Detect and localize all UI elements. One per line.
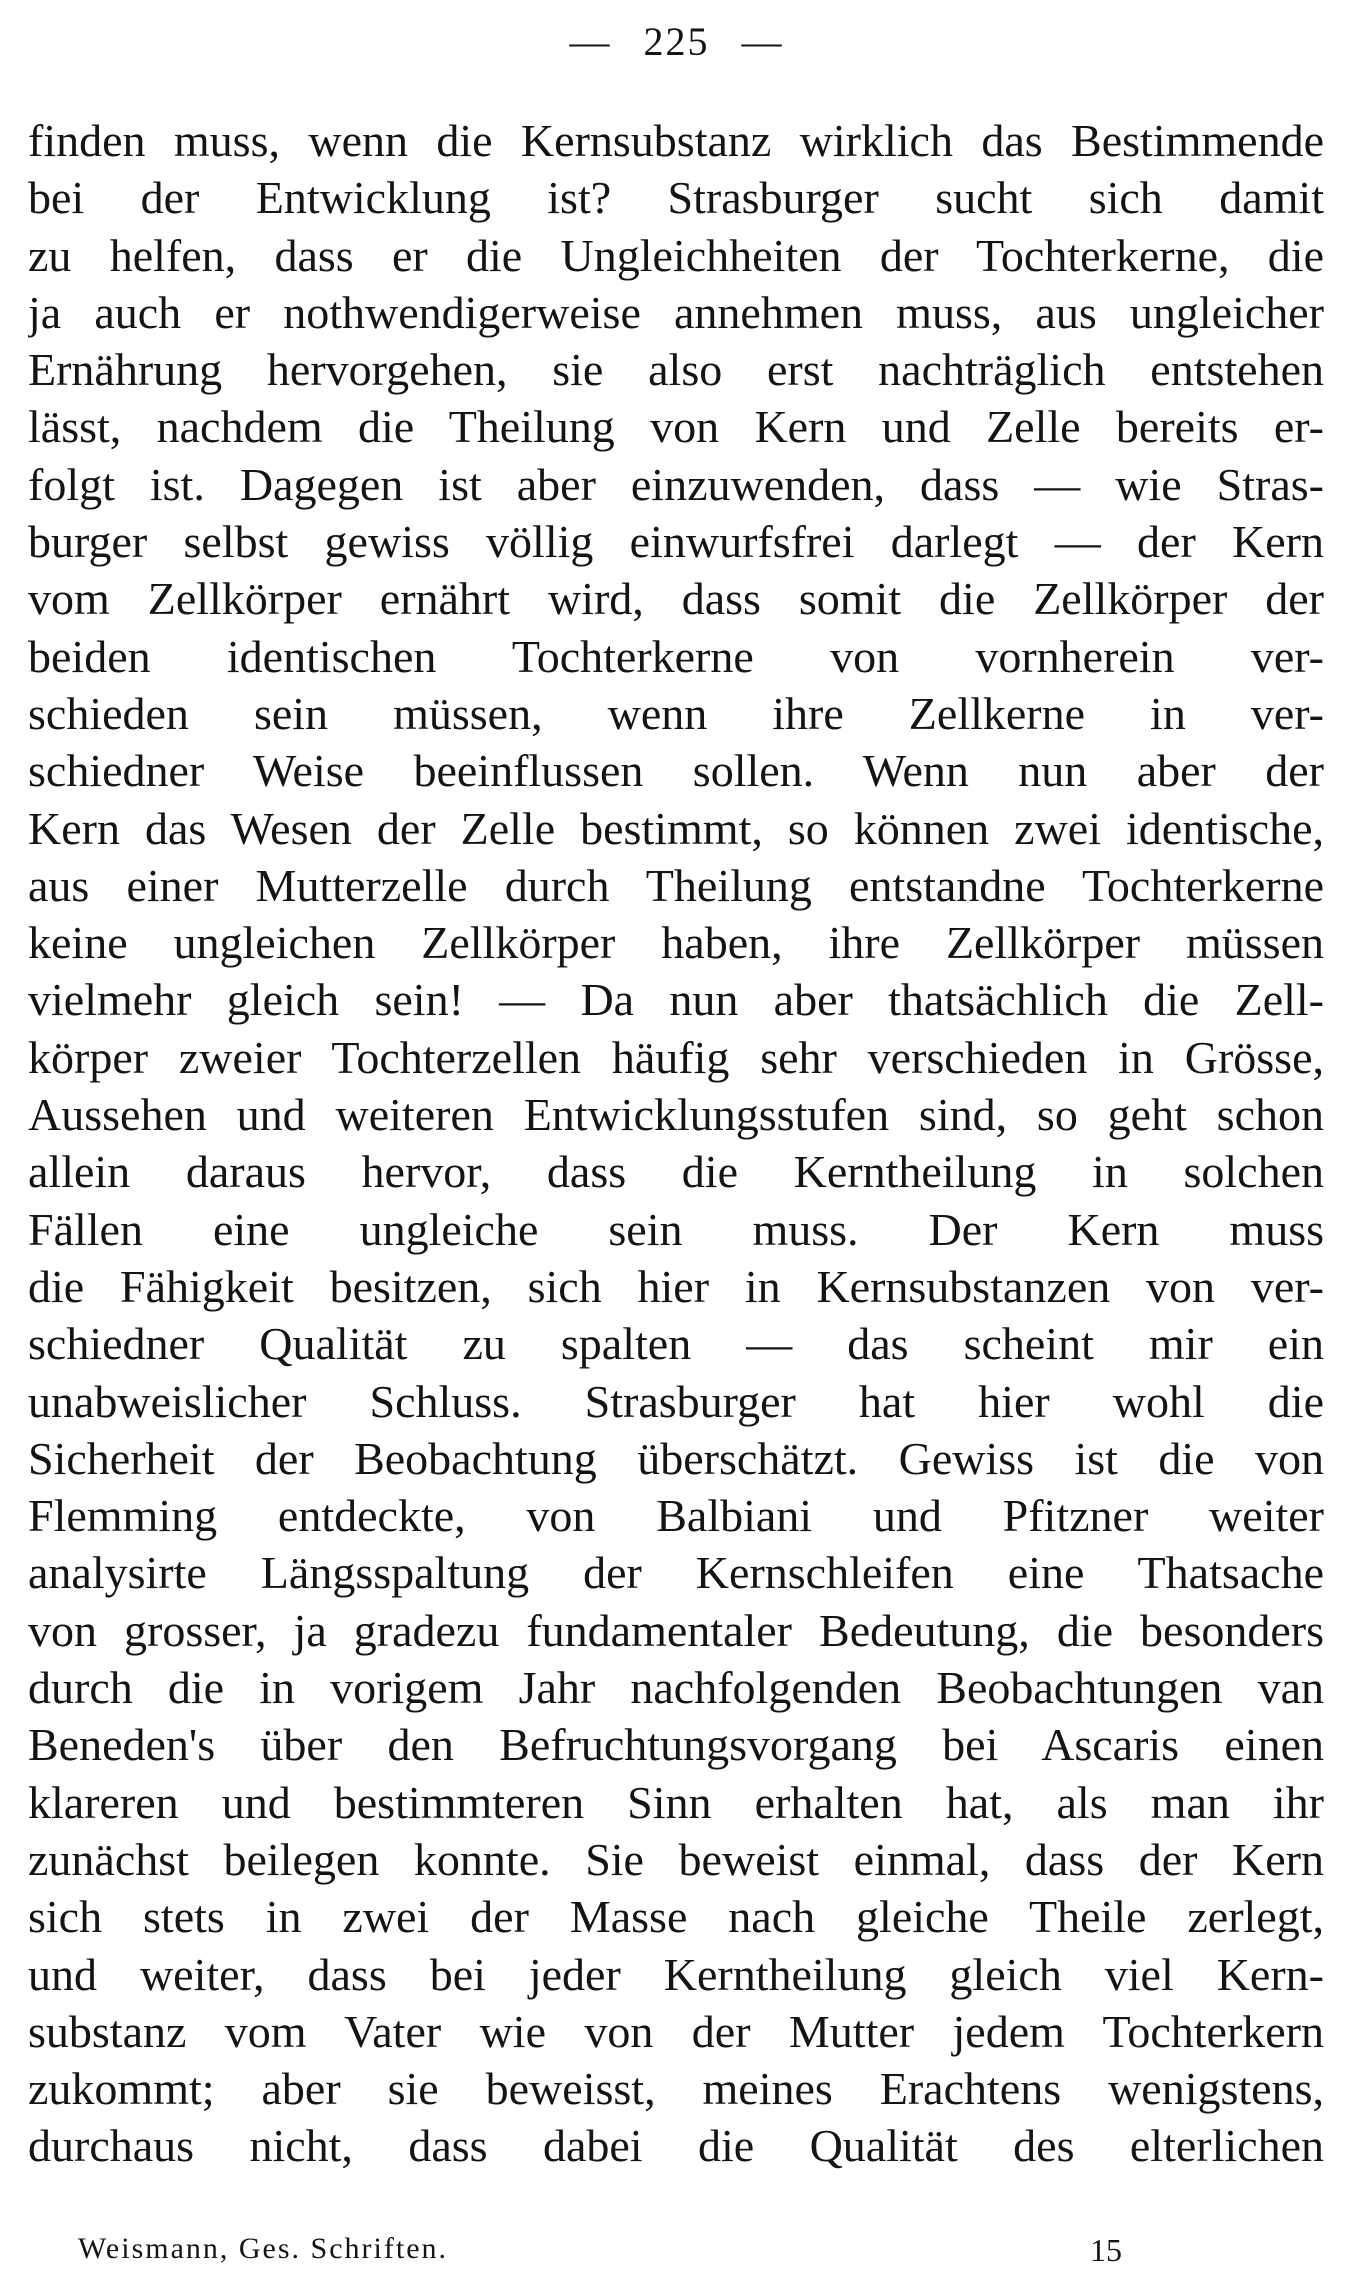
text-line-4: ja auch er nothwendigerweise annehmen muss, aus ungleicher xyxy=(28,286,1324,338)
page-number-header xyxy=(0,18,1353,65)
text-line-27: von grosser, ja gradezu fundamentaler Bedeutung, die besonders xyxy=(28,1604,1324,1656)
text-line-26: analysirte Längsspaltung der Kernschleifen eine Thatsache xyxy=(28,1547,1324,1599)
text-line-36: durchaus nicht, dass dabei die Qualität des elterlichen xyxy=(28,2120,1324,2172)
text-line-10: beiden identischen Tochterkerne von vornherein ver- xyxy=(28,630,1324,682)
text-line-18: Aussehen und weiteren Entwicklungsstufen sind, so geht schon xyxy=(28,1089,1324,1141)
text-line-22: schiedner Qualität zu spalten — das scheint mir ein xyxy=(28,1318,1324,1370)
text-line-35: zukommt; aber sie beweisst, meines Erachtens wenigstens, xyxy=(28,2063,1324,2115)
text-line-31: zunächst beilegen konnte. Sie beweist einmal, dass der Kern xyxy=(28,1833,1324,1885)
text-line-8: burger selbst gewiss völlig einwurfsfrei darlegt — der Kern xyxy=(28,516,1324,568)
text-line-33: und weiter, dass bei jeder Kerntheilung gleich viel Kern- xyxy=(28,1948,1324,2000)
text-line-29: Beneden's über den Befruchtungsvorgang bei Ascaris einen xyxy=(28,1719,1324,1771)
text-line-17: körper zweier Tochterzellen häufig sehr verschieden in Grösse, xyxy=(28,1031,1324,1083)
text-line-14: aus einer Mutterzelle durch Theilung entstandne Tochterkerne xyxy=(28,859,1324,911)
text-line-24: Sicherheit der Beobachtung überschätzt. Gewiss ist die von xyxy=(28,1432,1324,1484)
text-line-30: klareren und bestimmteren Sinn erhalten hat, als man ihr xyxy=(28,1776,1324,1828)
text-line-11: schieden sein müssen, wenn ihre Zellkerne in ver- xyxy=(28,687,1324,739)
text-line-12: schiedner Weise beeinflussen sollen. Wenn nun aber der xyxy=(28,745,1324,797)
text-line-19: allein daraus hervor, dass die Kerntheilung in solchen xyxy=(28,1146,1324,1198)
page-footer xyxy=(0,2232,1353,2272)
text-line-1: finden muss, wenn die Kernsubstanz wirklich das Bestimmende xyxy=(28,115,1324,166)
text-line-20: Fällen eine ungleiche sein muss. Der Kern muss xyxy=(28,1203,1324,1255)
text-line-25: Flemming entdeckte, von Balbiani und Pfitzner weiter xyxy=(28,1490,1324,1542)
text-line-28: durch die in vorigem Jahr nachfolgenden Beobachtungen van xyxy=(28,1662,1324,1714)
text-line-15: keine ungleichen Zellkörper haben, ihre Zellkörper müssen xyxy=(28,917,1324,969)
body-text xyxy=(28,112,1324,2175)
signature-mark: Weismann, Ges. Schriften. xyxy=(78,2232,449,2265)
right-dash: — xyxy=(741,19,784,64)
text-line-13: Kern das Wesen der Zelle bestimmt, so können zwei identische, xyxy=(28,802,1324,854)
text-line-5: Ernährung hervorgehen, sie also erst nachträglich entstehen xyxy=(28,344,1324,396)
text-line-3: zu helfen, dass er die Ungleichheiten der Tochterkerne, die xyxy=(28,229,1324,281)
signature-number: 15 xyxy=(1090,2232,1122,2268)
text-line-6: lässt, nachdem die Theilung von Kern und Zelle bereits er- xyxy=(28,401,1324,453)
text-line-9: vom Zellkörper ernährt wird, dass somit die Zellkörper der xyxy=(28,573,1324,625)
text-line-2: bei der Entwicklung ist? Strasburger sucht sich damit xyxy=(28,172,1324,224)
text-line-16: vielmehr gleich sein! — Da nun aber thatsächlich die Zell- xyxy=(28,974,1324,1026)
page-number: 225 xyxy=(643,19,710,64)
text-line-7: folgt ist. Dagegen ist aber einzuwenden, dass — wie Stras- xyxy=(28,458,1324,510)
text-line-32: sich stets in zwei der Masse nach gleiche Theile zerlegt, xyxy=(28,1891,1324,1943)
text-line-21: die Fähigkeit besitzen, sich hier in Kernsubstanzen von ver- xyxy=(28,1260,1324,1312)
text-line-34: substanz vom Vater wie von der Mutter jedem Tochterkern xyxy=(28,2005,1324,2057)
text-line-23: unabweislicher Schluss. Strasburger hat hier wohl die xyxy=(28,1375,1324,1427)
left-dash: — xyxy=(569,19,612,64)
